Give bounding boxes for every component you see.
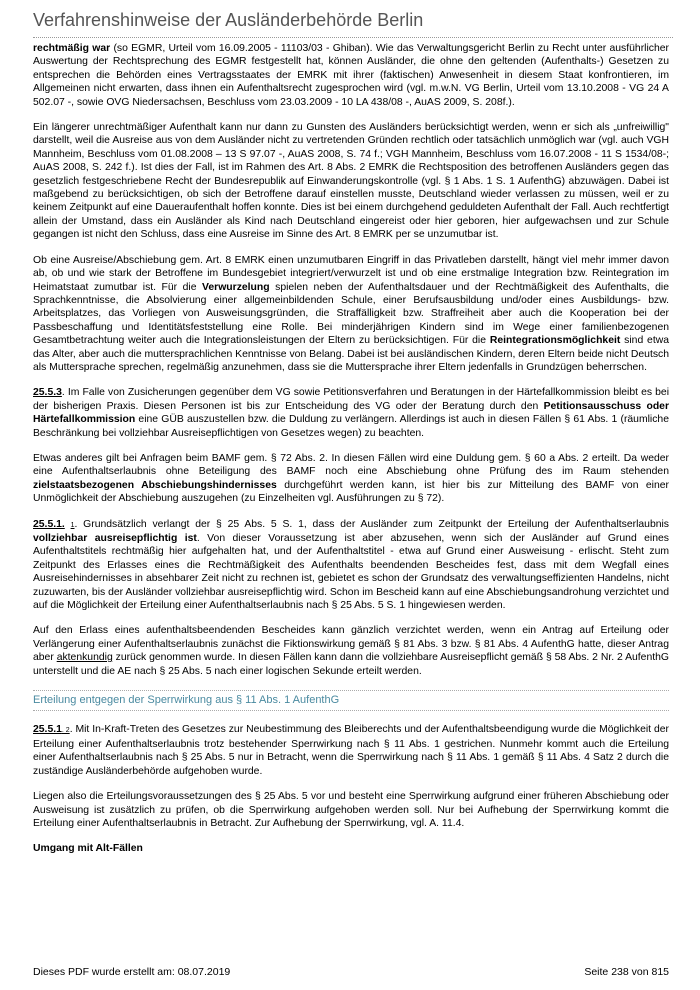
footnote-link[interactable]: . 2	[61, 727, 70, 735]
paragraph	[33, 723, 669, 778]
paragraph-text: durchgeführt werden kann, ist hier bis zur Mitteilung des BAMF von einer Unmöglichkeit der Abschiebung auszugehen (zu Einzelheiten vgl. Ausführungen zu § 72).	[33, 479, 669, 505]
page-footer	[33, 966, 669, 978]
paragraph-text: Etwas anderes gilt bei Anfragen beim BAMF gem. § 72 Abs. 2. In diesen Fällen wird eine Duldung gem. § 60 a Abs. 2 erteilt. Da weder eine Aufenthaltserlaubnis ohne Beteiligung des BAMF noch eine Abschiebung ohne Prüfung des im Raum stehenden	[33, 452, 669, 478]
paragraph	[33, 386, 669, 440]
paragraph-text: eine GÜB auszustellen bzw. die Duldung zu verlängern. Allerdings ist auch in diesen Fällen § 61 Abs. 1 (räumliche Beschränkung bei vollziehbar Ausreisepflichtigen von Gesetzes wegen) zu beachten.	[33, 414, 669, 439]
paragraph	[33, 518, 669, 613]
paragraph	[33, 42, 669, 109]
footer-created-date: Dieses PDF wurde erstellt am: 08.07.2019	[33, 966, 231, 978]
underlined-text: aktenkundig	[56, 652, 113, 664]
paragraph	[33, 254, 669, 375]
subheading: Umgang mit Alt-Fällen	[33, 843, 143, 855]
paragraph: Liegen also die Erteilungsvoraussetzungen des § 25 Abs. 5 vor und besteht eine Sperrwirkung aufgrund einer früheren Abschiebung oder Ausweisung ist zusätzlich zu prüfen, ob die Sperrwirkung aufgehoben werden soll. Nur bei Aufhebung der Sperrwirkung kommt die Erteilung einer Aufenthaltserlaubnis in Betracht. Zur Aufhebung der Sperrwirkung, vgl. A. 11.4.	[33, 791, 669, 829]
paragraph-text: Ob eine Ausreise/Abschiebung gem. Art. 8 EMRK einen unzumutbaren Eingriff in das Privatleben darstellt, hängt viel mehr immer davon ab, ob und wie stark der Betroffene im Bundesgebiet integriert/verwurzelt ist und ob eine erstmalige Integration bzw. Reintegration im Heimatstaat zumutbar ist. Für die	[33, 254, 669, 293]
section-number: 25.5.1.	[33, 518, 65, 530]
section-number: 25.5.1	[33, 724, 62, 736]
paragraph-text: spielen neben der Aufenthaltsdauer und der Rechtmäßigkeit des Aufenthalts, die Sprachkenntnisse, die Absolvierung einer allgemeinbildenden Schule, einer Berufsausbildung und/oder eines Ausbildungs- bzw. Arbeitsplatzes, das Vorliegen von Ausweisungsgründen, die Straffälligkeit bzw. Straffreiheit aber auch die Kooperation bei der Passbeschaffung und Identitätsfeststellung eine Rolle. Bei minderjährigen Kindern sind im Wege einer familienbezogenen Gesamtbetrachtung weiter auch die Integrationsleistungen der Eltern zu berücksichtigen. Für die	[33, 281, 670, 347]
paragraph-text: sind etwa das Alter, aber auch die muttersprachlichen Kenntnisse von Belang. Dabei ist bei ausländischen Kindern, deren Eltern beide nicht Deutsch als Muttersprache sprechen, regelmäßig anzunehmen, dass sie die Muttersprache ihrer Eltern jedenfalls in Grundzügen beherrschen.	[33, 335, 669, 373]
paragraph	[33, 452, 669, 506]
paragraph: Ein längerer unrechtmäßiger Aufenthalt kann nur dann zu Gunsten des Ausländers berücksichtigt werden, wenn er sich als „unfreiwillig" darstellt, weil die Ausreise aus von dem Ausländer nicht zu vertretenden Gründen rechtlich oder tatsächlich unmöglich war (vgl. auch VGH Mannheim, Beschluss vom 01.08.2008 – 13 S 97.07 -, AuAS 2008, S. 74 f.; VGH Mannheim, Beschluss vom 16.07.2008 - 11 S 1534/08-; AuAS 2008, S. 242 f.). Ist dies der Fall, ist im Rahmen des Art. 8 Abs. 2 EMRK die Rechtsposition des betroffenen Ausländers gegen das gesetzlich festgeschriebene Recht der Bundesrepublik auf Einwanderungskontrolle (vgl. § 1 Abs. 1 S. 1 AufenthG) abzuwägen. Dabei ist maßgebend zu berücksichtigen, ob sich der Betroffene darauf einstellen musste, Deutschland wieder verlassen zu müssen, weil er zu keinem Zeitpunkt auf eine Daueraufenthalt hoffen konnte. Dies ist bei einem durchgehend geduldeten Aufenthalt der Fall. Auch rechtfertigt allein der Umstand, dass ein Ausländer als Kind nach Deutschland eingereist oder hier geboren, hier aufgewachsen und zur Schule gegangen ist nicht den Schluss, dass eine Ausreise im Sinne des Art. 8 EMRK per se unzumutbar ist.	[33, 122, 669, 241]
section-number: 25.5.3	[33, 387, 62, 399]
paragraph-text: . Im Falle von Zusicherungen gegenüber dem VG sowie Petitionsverfahren und Beratungen in der Härtefallkommission bleibt es bei der bisherigen Praxis. Diesen Personen ist bis zur Entscheidung des VG oder der Beratung durch den	[33, 387, 669, 412]
paragraph-text: (so EGMR, Urteil vom 16.09.2005 - 11103/03 - Ghiban). Wie das Verwaltungsgericht Berlin zu Recht unter ausführlicher Auswertung der Rechtsprechung des EGMR festgestellt hat, können Ausländer, die ohne den geltenden (Aufenthalts-) Gesetzen zu entsprechen die Behörden eines Vertragsstaates der EMRK mit ihrer (faktischen) Anwesenheit in diesem Staat konfrontieren, im Allgemeinen nicht erwarten, dass ihnen ein Aufenthaltsrecht zugesprochen wird (vgl. m.w.N. VG Berlin, Urteil vom 13.10.2008 - VG 24 A 502.07 -, sowie OVG Niedersachsen, Beschluss vom 23.03.2009 - 10 LA 438/08 -, AuAS 2009, S. 208f.).	[33, 43, 669, 108]
bold-text: vollziehbar ausreisepflichtig ist	[33, 533, 197, 544]
footnote-link[interactable]: 1	[70, 521, 75, 529]
footer-page-number: Seite 238 von 815	[584, 966, 669, 978]
bold-text: zielstaatsbezogenen Abschiebungshindernisses	[33, 479, 277, 491]
paragraph-text: Auf den Erlass eines aufenthaltsbeendenden Bescheides kann gänzlich verzichtet werden, wenn ein Antrag auf Erteilung oder Verlängerung einer Aufenthaltserlaubnis zunächst die Fiktionswirkung gemäß § 81 Abs. 3 bzw. § 81 Abs. 4 AufenthG hatte, dieser Antrag aber	[33, 625, 669, 664]
paragraph	[33, 624, 669, 678]
paragraph-text: . Grundsätzlich verlangt der § 25 Abs. 5 S. 1, dass der Ausländer zum Zeitpunkt der Erteilung der Aufenthaltserlaubnis	[74, 518, 670, 530]
bold-text: Reintegrationsmöglichkeit	[489, 335, 621, 347]
bold-text: rechtmäßig war	[33, 43, 111, 54]
paragraph-text: . Mit In-Kraft-Treten des Gesetzes zur Neubestimmung des Bleiberechts und der Aufenthaltsbeendigung wurde die Möglichkeit der Erteilung einer Aufenthaltserlaubnis trotz bestehender Sperrwirkung nach § 11 Abs. 1 gestrichen. Nunmehr kommt auch die Erteilung einer Aufenthaltserlaubnis nach § 25 Abs. 5 nur in Betracht, wenn die Sperrwirkung nach § 11 Abs. 1 gemäß § 11 Abs. 4 Satz 2 durch die zuständige Ausländerbehörde aufgehoben wurde.	[33, 724, 669, 777]
paragraph-text: zurück genommen wurde. In diesen Fällen kann dann die vollziehbare Ausreisepflicht gemäß § 58 Abs. 2 Nr. 2 AufenthG unterstellt und die AE nach § 25 Abs. 5 nach einer logischen Sekunde erteilt werden.	[33, 652, 669, 677]
bold-text: Verwurzelung	[202, 281, 270, 293]
paragraph-text: . Von dieser Voraussetzung ist aber abzusehen, wenn sich der Ausländer auf Grund eines Aufenthaltstitels rechtmäßig hier aufgehalten hat, und der Aufenthaltstitel - etwa auf Grund einer Ausweisung - erlischt. Steht zum Zeitpunkt des Erlasses eines die Rechtmäßigkeit des Aufenthalts beendenden Bescheides fest, dass mit dem Wegfall eines Ausreisehindernisses in absehbarer Zeit nicht zu rechnen ist, gebietet es schon der Grundsatz des verwaltungseffizienten Handelns, nicht zuzuwarten, bis der Ausländer vollziehbar ausreisepflichtig wird. Schon im Bescheid kann auf eine Abschiebungsandrohung verzichtet und auf die Möglichkeit der Erteilung einer Aufenthaltserlaubnis nach § 25 Abs. 5 S. 1 hingewiesen werden.	[33, 533, 669, 612]
bold-text: Petitionsausschuss oder Härtefallkommission	[33, 400, 669, 426]
section-heading: Erteilung entgegen der Sperrwirkung aus § 11 Abs. 1 AufenthG	[33, 690, 669, 711]
document-body	[33, 42, 669, 868]
page-title: Verfahrenshinweise der Ausländerbehörde Berlin	[33, 10, 673, 38]
